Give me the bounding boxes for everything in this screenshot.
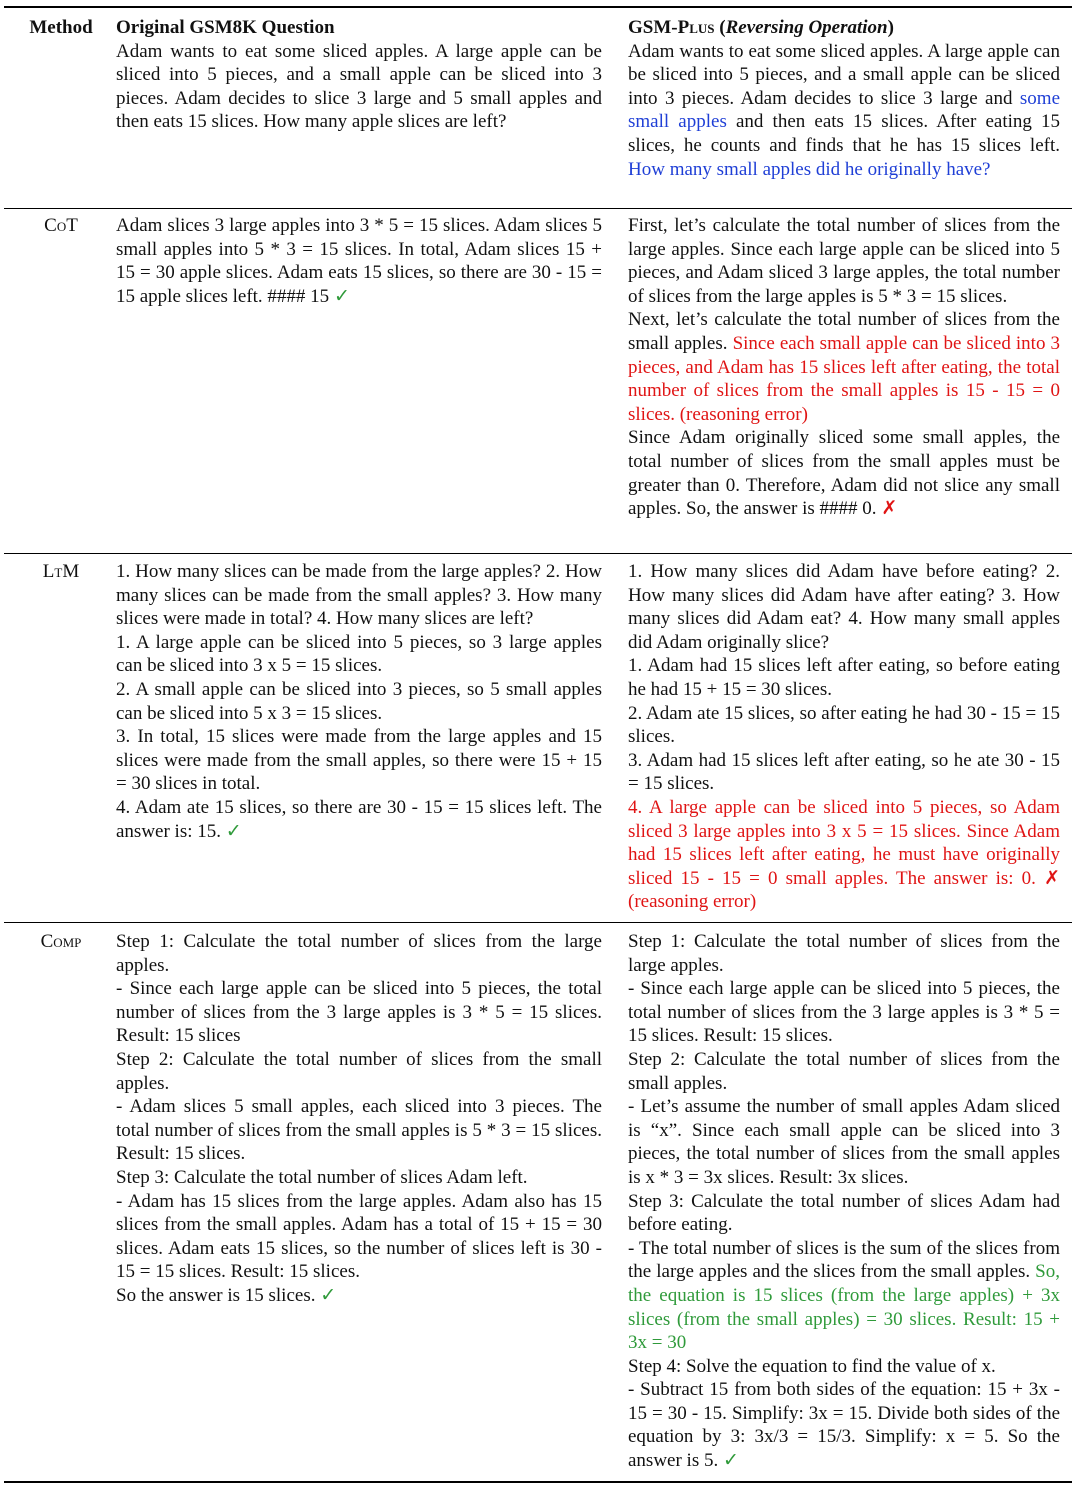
comp-original-line: - Since each large apple can be sliced into 5 pieces, the total number of slices from the 3 large apples is 3 * 5 = 15 slices. Result: 15 slices	[116, 978, 602, 1047]
question-segment: Adam wants to eat some sliced apples. A large apple can be sliced into 5 pieces, and a small apple can be sliced into 3 pieces. Adam decides to slice 3 large and	[628, 40, 1060, 109]
comp-original-line: - Adam slices 5 small apples, each sliced into 3 pieces. The total number of slices from the small apples is 5 * 3 = 15 slices. Result: 15 slices.	[116, 1096, 602, 1165]
comparison-table	[4, 6, 1072, 1483]
ltm-label: LtM	[42, 561, 80, 582]
check-icon: ✓	[225, 820, 242, 842]
comp-plus-line: Step 1: Calculate the total number of slices from the large apples.	[628, 931, 1060, 976]
comp-row	[4, 923, 1072, 1481]
method-header: Method	[29, 17, 93, 38]
highlight-modified-text: some small apples	[628, 87, 1060, 133]
check-icon: ✓	[722, 1450, 739, 1472]
cot-original-text	[116, 214, 602, 308]
gsm-plus-question-text	[628, 40, 1060, 182]
answer-text: - The total number of slices is the sum of the slices from the large apples and the slices from the small apples.	[628, 1237, 1060, 1283]
cot-plus-paragraph-2	[628, 308, 1060, 426]
original-question-cell	[116, 16, 602, 134]
comp-original-answer	[116, 930, 602, 1308]
check-icon: ✓	[333, 285, 350, 307]
question-segment: and then eats 15 slices. After eating 15 slices, he counts and finds that he has 15 slices left.	[628, 111, 1061, 156]
ltm-plus-step-4	[628, 796, 1060, 914]
ltm-original-step-2: 2. A small apple can be sliced into 3 pieces, so 5 small apples can be sliced into 5 x 3 = 15 slices.	[116, 678, 602, 724]
comp-plus-line: - Since each large apple can be sliced into 5 pieces, the total number of slices from the 3 large apples is 3 * 5 = 15 slices. Result: 15 slices.	[628, 978, 1060, 1047]
ltm-original-subquestions: 1. How many slices can be made from the large apples? 2. How many slices can be made from the small apples? 3. How many slices were made in total? 4. How many slices are left?	[116, 561, 602, 630]
gsm-plus-question-cell	[628, 16, 1060, 181]
gsm-plus-variant: Reversing Operation	[725, 17, 888, 38]
comp-plus-answer	[628, 930, 1060, 1473]
error-note: (reasoning error)	[628, 891, 757, 913]
ltm-row	[4, 554, 1072, 922]
answer-text: Next, let’s calculate the total number of slices from the small apples.	[628, 309, 1060, 354]
ltm-plus-step-2: 2. Adam ate 15 slices, so after eating he had 30 - 15 = 15 slices.	[628, 702, 1060, 748]
comp-original-final	[116, 1284, 602, 1308]
answer-text: So the answer is 15 slices.	[116, 1284, 316, 1306]
highlight-correct-equation: So, the equation is 15 slices (from the large apples) + 3x slices (from the small apples) = 30 slices. Result: 15 + 3x = 30	[628, 1261, 1060, 1354]
ltm-original-answer	[116, 560, 602, 843]
cot-plus-paragraph-1: First, let’s calculate the total number of slices from the large apples. Since each large apple can be sliced into 5 pieces, and Adam sliced 3 large apples, the total number of slices from the large apples is 5 * 3 = 15 slices.	[628, 215, 1060, 307]
comp-plus-line: Step 3: Calculate the total number of slices Adam had before eating.	[628, 1190, 1060, 1236]
ltm-original-step-4	[116, 796, 602, 843]
comp-original-line: Step 2: Calculate the total number of slices from the small apples.	[116, 1048, 602, 1094]
comp-plus-final	[628, 1378, 1060, 1472]
comp-label: Comp	[40, 931, 82, 952]
gsm-plus-header: GSM-Plus (Reversing Operation)	[628, 17, 894, 38]
highlight-reasoning-error: Since each small apple can be sliced into 3 pieces, and Adam has 15 slices left after eating, the total number of slices from the small apples is 15 - 15 = 0 slices. (reasoning error)	[628, 332, 1060, 425]
answer-text: Since Adam originally sliced some small apples, the total number of slices from the small apples must be greater than 0. Therefore, Adam did not slice any small apples. So, the answer is #### 0.	[628, 427, 1060, 520]
cot-plus-paragraph-3	[628, 426, 1060, 520]
ltm-plus-answer	[628, 560, 1060, 914]
cot-row	[4, 209, 1072, 553]
comp-original-line: - Adam has 15 slices from the large apples. Adam also has 15 slices from the small apples. Adam has a total of 15 + 15 = 30 slices. Adam eats 15 slices, so the number of slices left is 30 - 15 = 15 slices. Result: 15 slices.	[116, 1190, 602, 1283]
check-icon: ✓	[320, 1284, 337, 1306]
comp-plus-line: - Let’s assume the number of small apples Adam sliced is “x”. Since each small apple can be sliced into 3 pieces, the total number of slices from the small apples is x * 3 = 3x slices. Result: 3x slices.	[628, 1096, 1060, 1188]
cross-icon: ✗	[881, 498, 898, 520]
cot-label: CoT	[44, 215, 78, 236]
highlight-modified-question: How many small apples did he originally have?	[628, 158, 991, 180]
cot-plus-answer	[628, 214, 1060, 521]
answer-text: Adam slices 3 large apples into 3 * 5 = 15 slices. Adam slices 5 small apples into 5 * 3 = 15 slices. In total, Adam slices 15 + 15 = 30 apple slices. Adam eats 15 slices, so there are 30 - 15 = 15 apple slices left. #### 15	[116, 215, 602, 307]
original-header: Original GSM8K Question	[116, 17, 335, 38]
comp-plus-step-4: Step 4: Solve the equation to find the value of x.	[628, 1355, 996, 1377]
ltm-plus-subquestions: 1. How many slices did Adam have before eating? 2. How many slices did Adam have after eating? 3. How many slices did Adam eat? 4. How many small apples did Adam originally slice?	[628, 561, 1060, 653]
gsm-plus-name: GSM-Plus	[628, 17, 715, 38]
ltm-plus-step-1: 1. Adam had 15 slices left after eating, so before eating he had 15 + 15 = 30 slices.	[628, 655, 1060, 700]
highlight-reasoning-error: 4. A large apple can be sliced into 5 pieces, so Adam sliced 3 large apples into 3 x 5 = 15 slices. Since Adam had 15 slices left after eating, he must have originally sliced 15 - 15 = 0 small apples. The answer is: 0.	[628, 796, 1060, 889]
original-question-text: Adam wants to eat some sliced apples. A large apple can be sliced into 5 pieces, and a small apple can be sliced into 3 pieces. Adam decides to slice 3 large and 5 small apples and then eats 15 slices. How many apple slices are left?	[116, 40, 602, 133]
comp-original-line: Step 3: Calculate the total number of slices Adam left.	[116, 1166, 528, 1188]
ltm-original-step-3: 3. In total, 15 slices were made from the large apples and 15 slices were made from the small apples, so there were 15 + 15 = 30 slices in total.	[116, 726, 602, 795]
header-row	[4, 8, 1072, 208]
comp-original-line: Step 1: Calculate the total number of slices from the large apples.	[116, 931, 602, 976]
cross-icon: ✗	[1044, 867, 1060, 889]
answer-text: 4. Adam ate 15 slices, so there are 30 - 15 = 15 slices left. The answer is: 15.	[116, 796, 602, 842]
answer-text: - Subtract 15 from both sides of the equation: 15 + 3x - 15 = 30 - 15. Simplify: 3x = 15. Divide both sides of the equation by 3: 3x/3 = 15/3. Simplify: x = 5. So the answer is 5.	[628, 1379, 1060, 1472]
ltm-original-step-1: 1. A large apple can be sliced into 5 pieces, so 3 large apples can be sliced into 3 x 5 = 15 slices.	[116, 631, 602, 677]
comp-plus-line: Step 2: Calculate the total number of slices from the small apples.	[628, 1048, 1060, 1094]
bottom-rule	[4, 1481, 1072, 1483]
ltm-plus-step-3: 3. Adam had 15 slices left after eating, so he ate 30 - 15 = 15 slices.	[628, 749, 1060, 795]
comp-plus-equation-paragraph	[628, 1237, 1060, 1355]
cot-original-answer	[116, 214, 602, 308]
